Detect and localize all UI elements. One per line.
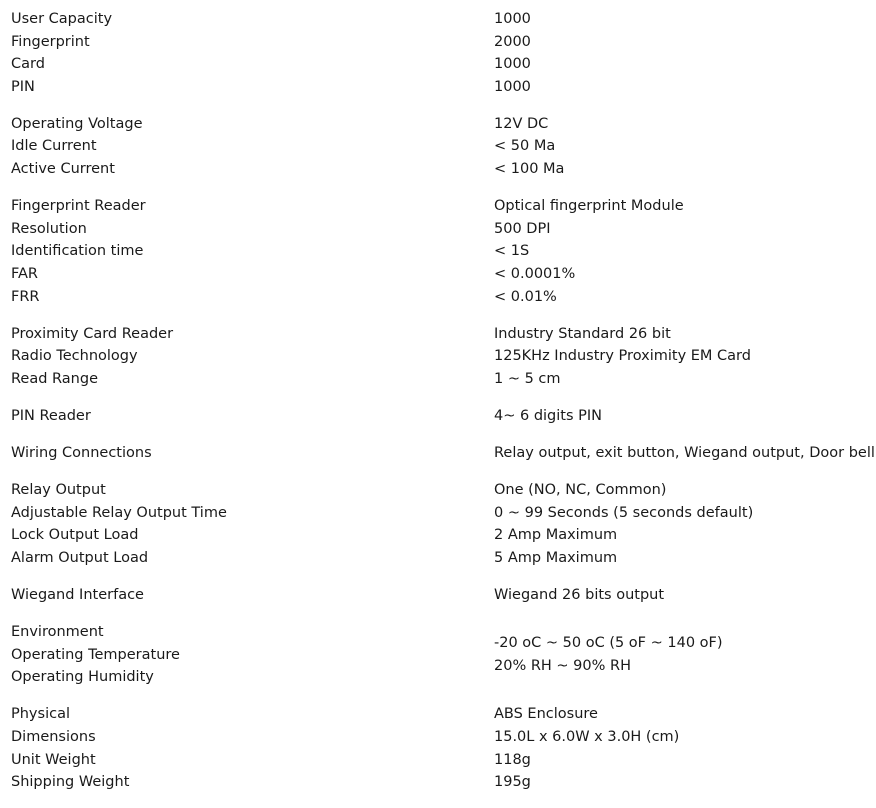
spec-value: Industry Standard 26 bit: [494, 325, 671, 342]
spec-value: < 100 Ma: [494, 161, 565, 178]
spec-label: Idle Current: [11, 138, 97, 155]
spec-label: FRR: [11, 288, 40, 305]
spec-label: Wiegand Interface: [11, 586, 144, 603]
spec-label: Card: [11, 56, 45, 73]
spec-label: PIN: [11, 78, 35, 95]
spec-value: 500 DPI: [494, 220, 551, 237]
spec-group-proximity-card-reader: [11, 323, 871, 391]
spec-label: Wiring Connections: [11, 445, 152, 461]
spec-value: One (NO, NC, Common): [494, 482, 667, 499]
spec-group-fingerprint-reader: [11, 195, 871, 308]
spec-value: 1000: [494, 11, 531, 27]
spec-label: Operating Temperature: [11, 646, 180, 663]
spec-value: 0 ~ 99 Seconds (5 seconds default): [494, 504, 754, 521]
spec-label: Radio Technology: [11, 348, 138, 365]
spec-group-wiring: [11, 442, 875, 465]
spec-group-power: [11, 113, 871, 181]
spec-label: Dimensions: [11, 728, 96, 745]
spec-value: ABS Enclosure: [494, 706, 598, 723]
spec-label: Shipping Weight: [11, 774, 130, 791]
spec-value: 1000: [494, 78, 531, 95]
spec-label: Identification time: [11, 243, 144, 260]
spec-group-outputs: [11, 479, 871, 569]
spec-label: Physical: [11, 706, 70, 723]
spec-value: 2 Amp Maximum: [494, 527, 618, 544]
spec-label: Unit Weight: [11, 751, 96, 768]
spec-label: Read Range: [11, 370, 98, 387]
spec-label: Active Current: [11, 161, 115, 178]
spec-value: 20% RH ~ 90% RH: [494, 657, 631, 674]
spec-value: 2000: [494, 33, 531, 50]
spec-value: 1000: [494, 56, 531, 73]
spec-value: < 0.0001%: [494, 265, 576, 282]
spec-group-physical: [11, 703, 871, 793]
spec-label: Environment: [11, 624, 104, 641]
spec-value: 1 ~ 5 cm: [494, 370, 561, 387]
spec-label: User Capacity: [11, 11, 113, 27]
spec-value: -20 oC ~ 50 oC (5 oF ~ 140 oF): [494, 635, 723, 652]
spec-value: 15.0L x 6.0W x 3.0H (cm): [494, 728, 680, 745]
spec-value: 12V DC: [494, 115, 549, 132]
spec-value: 195g: [494, 774, 531, 791]
spec-label: Resolution: [11, 220, 87, 237]
spec-value: Optical fingerprint Module: [494, 198, 684, 215]
spec-group-capacity: [11, 8, 871, 98]
spec-label: PIN Reader: [11, 407, 91, 424]
spec-value: < 0.01%: [494, 288, 557, 305]
spec-group-wiegand: [11, 584, 871, 607]
spec-label: Lock Output Load: [11, 527, 139, 544]
spec-value: Wiegand 26 bits output: [494, 586, 665, 603]
spec-label: Fingerprint Reader: [11, 198, 146, 215]
spec-value: Relay output, exit button, Wiegand output, Door bell: [494, 445, 875, 461]
spec-label: Fingerprint: [11, 33, 90, 50]
spec-label: Relay Output: [11, 482, 106, 499]
spec-value: < 1S: [494, 243, 530, 260]
spec-label: Operating Humidity: [11, 669, 154, 686]
spec-value: < 50 Ma: [494, 138, 556, 155]
spec-table: [11, 8, 875, 808]
spec-value: 118g: [494, 751, 531, 768]
spec-label: Adjustable Relay Output Time: [11, 504, 227, 521]
spec-label: FAR: [11, 265, 39, 282]
spec-label: Alarm Output Load: [11, 549, 149, 566]
spec-group-pin-reader: [11, 405, 871, 428]
spec-value: 125KHz Industry Proximity EM Card: [494, 348, 751, 365]
spec-value: 5 Amp Maximum: [494, 549, 618, 566]
spec-label: Operating Voltage: [11, 115, 143, 132]
spec-value: 4~ 6 digits PIN: [494, 407, 602, 424]
spec-group-environment: [11, 621, 871, 689]
spec-label: Proximity Card Reader: [11, 325, 174, 342]
